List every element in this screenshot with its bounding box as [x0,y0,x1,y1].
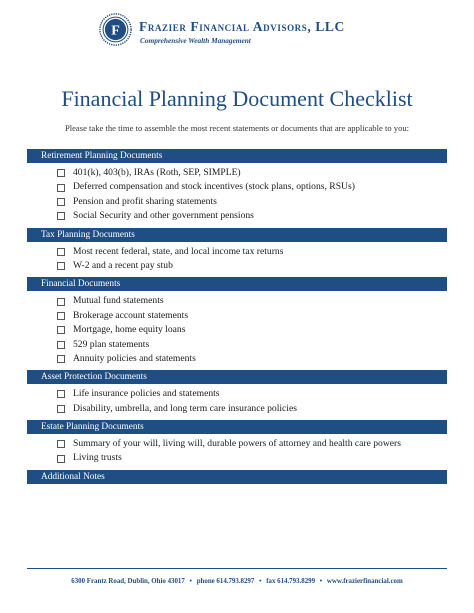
checklist-item[interactable] [57,209,447,223]
section-heading: Additional Notes [27,470,447,484]
footer-divider [27,568,447,569]
item-label: Mortgage, home equity loans [73,324,186,336]
checkbox-icon[interactable] [57,355,65,363]
section-heading: Financial Documents [27,277,447,291]
item-label: 401(k), 403(b), IRAs (Roth, SEP, SIMPLE) [73,167,241,178]
footer-separator: • [319,578,323,585]
section-estate [27,420,447,470]
seal-logo-icon [99,13,132,46]
footer-separator: • [259,578,262,585]
checklist-item[interactable] [57,437,447,451]
checklist-item[interactable] [57,338,447,352]
checklist-item[interactable] [57,180,447,194]
checkbox-icon[interactable] [57,455,65,463]
checklist-item[interactable] [57,352,447,366]
checkbox-icon[interactable] [57,326,65,334]
checklist-items [27,434,447,470]
item-label: Life insurance policies and statements [73,388,220,400]
firm-name: Frazier Financial Advisors, LLC [139,19,345,34]
item-label: Mutual fund statements [73,295,164,307]
notes-area[interactable] [27,484,447,570]
checklist-items [27,242,447,278]
checklist-sections [27,149,447,570]
section-heading: Estate Planning Documents [27,420,447,434]
checklist-item[interactable] [57,259,447,273]
checklist-items [27,384,447,420]
footer-contact [0,578,474,585]
footer-website[interactable]: www.frazierfinancial.com [326,578,403,585]
checklist-item[interactable] [57,166,447,180]
checkbox-icon[interactable] [57,169,65,177]
document-title: Financial Planning Document Checklist [61,86,413,111]
footer-phone: phone 614.793.8297 [196,578,255,585]
section-retirement [27,149,447,228]
checkbox-icon[interactable] [57,184,65,192]
section-heading: Tax Planning Documents [27,228,447,242]
item-label: Deferred compensation and stock incentives (stock plans, options, RSUs) [73,181,355,193]
checklist-item[interactable] [57,294,447,308]
checklist-item[interactable] [57,451,447,465]
item-label: Annuity policies and statements [73,352,196,364]
checkbox-icon[interactable] [57,440,65,448]
footer-separator: • [189,578,192,585]
checklist-items [27,291,447,370]
item-label: Brokerage account statements [73,309,189,321]
item-label: Social Security and other government pensions [73,210,254,222]
checkbox-icon[interactable] [57,405,65,413]
checkbox-icon[interactable] [57,248,65,256]
section-asset-protection [27,370,447,420]
section-heading: Retirement Planning Documents [27,149,447,163]
checkbox-icon[interactable] [57,312,65,320]
footer-fax: fax 614.793.8299 [266,578,316,585]
checklist-items [27,163,447,228]
section-tax [27,228,447,278]
intro-text: Please take the time to assemble the most recent statements or documents that are applicable to you: [64,123,410,133]
checklist-item[interactable] [57,245,447,259]
item-label: W-2 and a recent pay stub [73,259,173,271]
section-additional-notes [27,470,447,570]
checkbox-icon[interactable] [57,298,65,306]
item-label: Pension and profit sharing statements [73,195,217,207]
item-label: Living trusts [73,452,122,464]
checklist-item[interactable] [57,323,447,337]
item-label: Most recent federal, state, and local income tax returns [73,245,284,257]
checklist-item[interactable] [57,402,447,416]
checkbox-icon[interactable] [57,212,65,220]
checkbox-icon[interactable] [57,262,65,270]
checklist-item[interactable] [57,309,447,323]
checklist-item[interactable] [57,195,447,209]
logo-letter: F [111,23,120,39]
section-heading: Asset Protection Documents [27,370,447,384]
item-label: Disability, umbrella, and long term care insurance policies [73,402,297,414]
checkbox-icon[interactable] [57,341,65,349]
item-label: 529 plan statements [73,338,150,350]
checkbox-icon[interactable] [57,390,65,398]
firm-tagline: Comprehensive Wealth Management [140,36,251,45]
letterhead [0,12,474,52]
item-label: Summary of your will, living will, durable powers of attorney and health care powers [73,438,401,450]
section-financial [27,277,447,370]
footer-address: 6300 Frantz Road, Dublin, Ohio 43017 [71,578,185,585]
checkbox-icon[interactable] [57,198,65,206]
checklist-item[interactable] [57,387,447,401]
